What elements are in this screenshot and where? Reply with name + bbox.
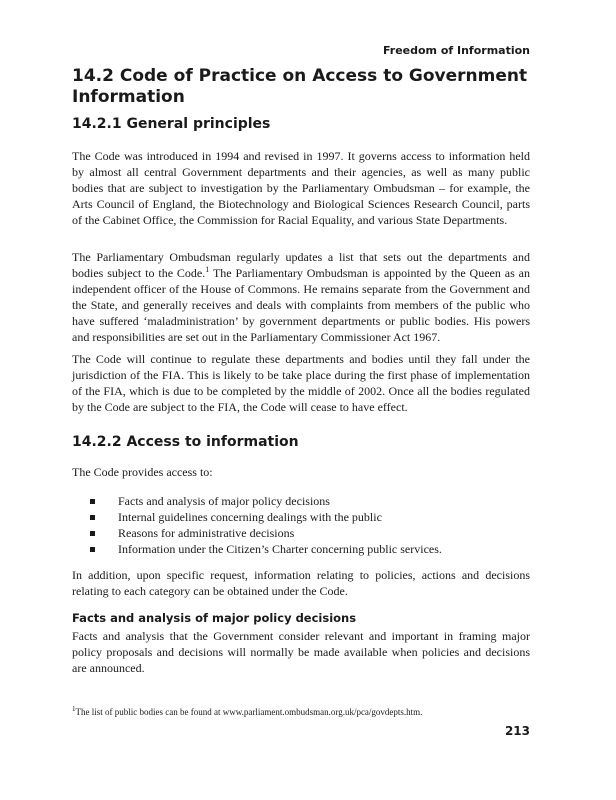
footnote-marker: 1 [72, 705, 76, 713]
access-bullet-list [72, 493, 530, 557]
footnote-reference: 1 [205, 265, 210, 274]
list-item [72, 493, 530, 509]
document-page [72, 0, 530, 800]
paragraph-specific-request: In addition, upon specific request, information relating to policies, actions and decisions relating to each category can be obtained under the Code. [72, 568, 530, 598]
bullet-square-icon [90, 547, 95, 552]
bullet-square-icon [90, 515, 95, 520]
sub-heading-facts-and-analysis: Facts and analysis of major policy decisions [72, 611, 357, 625]
running-header: Freedom of Information [382, 44, 530, 57]
paragraph-ombudsman [72, 249, 530, 345]
footnote-text: The list of public bodies can be found at www.parliament.ombudsman.org.uk/pca/govdepts.htm. [75, 707, 423, 717]
bullet-square-icon [90, 499, 95, 504]
section-heading-general-principles: 14.2.1 General principles [72, 116, 271, 132]
paragraph-ombudsman-text-2: The Parliamentary Ombudsman is appointed by the Queen as an independent officer of the House of Commons. He remains separate from the Government and the State, and generally receives and deals with complaints from members of the public who have suffered ‘maladministration’ by government departments or public bodies. His powers and responsibilities are set out in the Parliamentary Commissioner Act 1967. [72, 266, 530, 344]
paragraph-code-introduction: The Code was introduced in 1994 and revised in 1997. It governs access to information held by almost all central Government departments and their agencies, as well as many public bodies that are subject to investigation by the Parliamentary Ombudsman – for example, the Arts Council of England, the Biotechnology and Biological Sciences Research Council, parts of the Cabinet Office, the Commission for Racial Equality, and various State Departments. [72, 149, 530, 227]
list-item-text: Reasons for administrative decisions [118, 526, 295, 540]
paragraph-code-transition: The Code will continue to regulate these departments and bodies until they fall under the jurisdiction of the FIA. This is likely to be take place during the first phase of implementation of the FIA, which is due to be completed by the middle of 2002. Once all the bodies regulated by the Code are subject to the FIA, the Code will cease to have effect. [72, 352, 530, 414]
paragraph-ombudsman-text-1: The Parliamentary Ombudsman regularly updates a list that sets out the departments and bodies subject to the Code. [72, 250, 530, 280]
list-item [72, 541, 530, 557]
bullet-square-icon [90, 531, 95, 536]
list-item-text: Internal guidelines concerning dealings with the public [118, 510, 382, 524]
list-item-text: Information under the Citizen’s Charter concerning public services. [118, 542, 442, 556]
list-item [72, 509, 530, 525]
list-item [72, 525, 530, 541]
page-number: 213 [504, 724, 530, 738]
section-heading-access-to-information: 14.2.2 Access to information [72, 434, 299, 450]
paragraph-access-intro: The Code provides access to: [72, 465, 213, 479]
footnote [72, 706, 530, 718]
paragraph-facts-and-analysis: Facts and analysis that the Government consider relevant and important in framing major policy proposals and decisions will normally be made available when policies and decisions are announced. [72, 629, 530, 675]
list-item-text: Facts and analysis of major policy decisions [118, 494, 330, 508]
chapter-title: 14.2 Code of Practice on Access to Government Information [72, 66, 528, 107]
